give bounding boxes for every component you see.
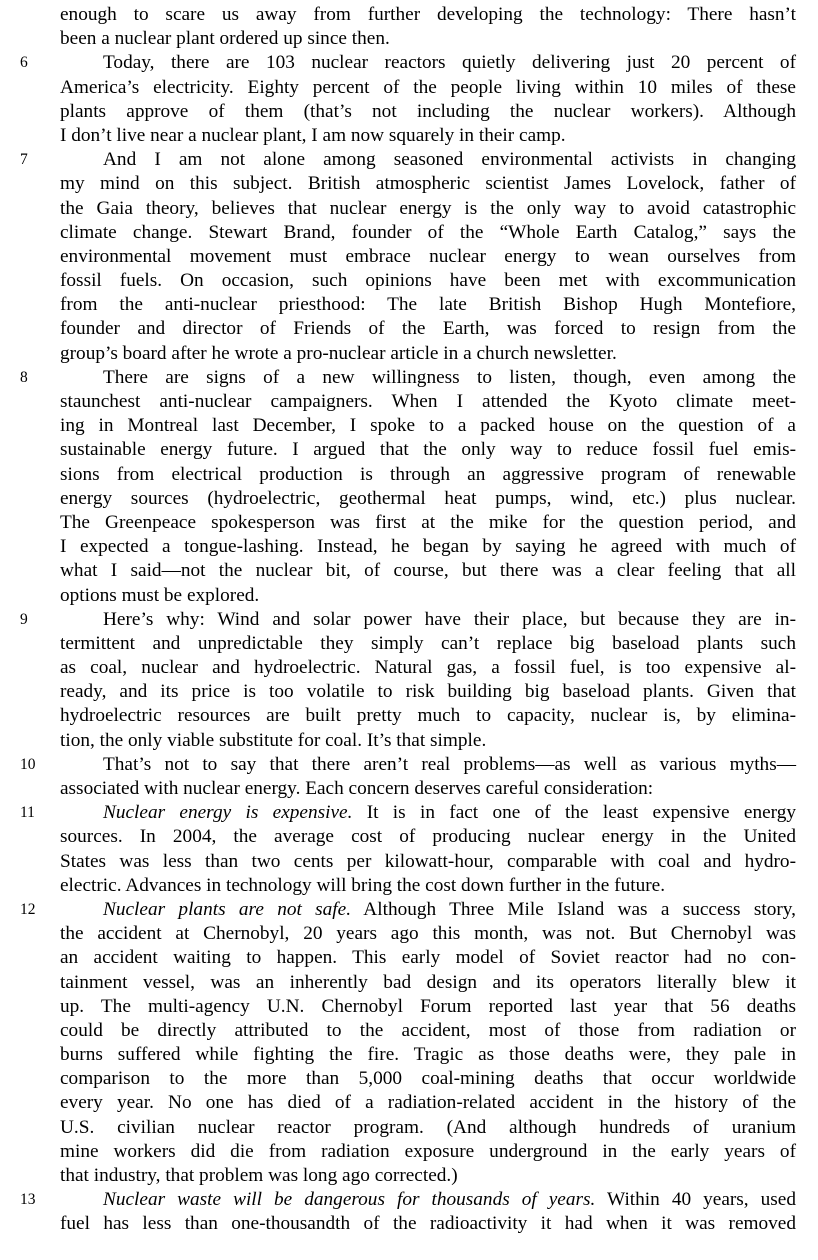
line-text: as coal, nuclear and hydroelectric. Natural gas, a fossil fuel, is too expensive al-: [60, 657, 796, 679]
text-line: [0, 172, 818, 196]
line-text: up. The multi-agency U.N. Chernobyl Forum reported last year that 56 deaths: [60, 995, 796, 1017]
text-line: [0, 100, 818, 124]
line-text: [103, 801, 796, 825]
text-line: [0, 632, 818, 656]
text-line: [0, 1188, 818, 1212]
paragraph-number: 13: [20, 1191, 36, 1209]
line-text: founder and director of Friends of the Earth, was forced to resign from the: [60, 318, 796, 340]
text-line: [0, 850, 818, 874]
line-text: from the anti-nuclear priesthood: The late British Bishop Hugh Montefiore,: [60, 294, 796, 316]
line-text: hydroelectric resources are built pretty much to capacity, nuclear is, by elimina-: [60, 705, 796, 727]
text-line: [0, 1067, 818, 1091]
italic-lead: Nuclear energy is expensive.: [103, 802, 353, 824]
text-line: [0, 390, 818, 414]
text-line: [0, 463, 818, 487]
line-text: an accident waiting to happen. This early model of Soviet reactor had no con-: [60, 947, 796, 969]
line-text: sustainable energy future. I argued that the only way to reduce fossil fuel emis-: [60, 439, 796, 461]
text-line: [0, 704, 818, 728]
italic-lead: Nuclear waste will be dangerous for thousands of years.: [103, 1189, 596, 1211]
text-line: [0, 1043, 818, 1067]
text-line: [0, 1164, 818, 1188]
line-text: termittent and unpredictable they simply can’t replace big baseload plants such: [60, 632, 796, 654]
line-text: burns suffered while fighting the fire. Tragic as those deaths were, they pale in: [60, 1044, 796, 1066]
line-text: enough to scare us away from further developing the technology: There hasn’t: [60, 4, 796, 25]
text-line: [0, 922, 818, 946]
line-text: the accident at Chernobyl, 20 years ago this month, was not. But Chernobyl was: [60, 923, 796, 945]
paragraph-number: 10: [20, 755, 36, 773]
text-line: [0, 559, 818, 583]
text-line: [0, 438, 818, 462]
line-text: sions from electrical production is through an aggressive program of renewable: [60, 463, 796, 485]
document-page: [0, 3, 818, 1237]
text-line: [0, 269, 818, 293]
paragraph-number: 9: [20, 610, 28, 628]
text-line: [0, 729, 818, 753]
text-line: [0, 801, 818, 825]
line-text: tainment vessel, was an inherently bad design and its operators literally blew it: [60, 971, 796, 993]
line-text: sources. In 2004, the average cost of producing nuclear energy in the United: [60, 826, 796, 848]
paragraph-number: 7: [20, 151, 28, 169]
line-text: that industry, that problem was long ago corrected.): [60, 1165, 458, 1186]
line-text: climate change. Stewart Brand, founder of the “Whole Earth Catalog,” says the: [60, 221, 796, 243]
line-text: electric. Advances in technology will bring the cost down further in the future.: [60, 874, 666, 896]
text-line: [0, 317, 818, 341]
line-text: America’s electricity. Eighty percent of the people living within 10 miles of these: [60, 76, 796, 98]
italic-lead: Nuclear plants are not safe.: [103, 898, 352, 920]
line-text: fossil fuels. On occasion, such opinions have been met with excommunication: [60, 270, 796, 292]
text-line: [0, 1140, 818, 1164]
text-line: [0, 874, 818, 898]
line-text: Today, there are 103 nuclear reactors quietly delivering just 20 percent of: [103, 52, 796, 74]
text-line: [0, 825, 818, 849]
line-text: options must be explored.: [60, 584, 260, 606]
line-text: comparison to the more than 5,000 coal-mining deaths that occur worldwide: [60, 1068, 796, 1090]
line-text: tion, the only viable substitute for coal. It’s that simple.: [60, 729, 487, 751]
text-line: [0, 76, 818, 100]
line-text: could be directly attributed to the accident, most of those from radiation or: [60, 1019, 796, 1041]
line-text: associated with nuclear energy. Each concern deserves careful consideration:: [60, 778, 654, 799]
paragraph-number: 6: [20, 54, 28, 72]
text-line: [0, 1091, 818, 1115]
line-text: And I am not alone among seasoned environmental activists in changing: [103, 149, 796, 171]
text-line: [0, 898, 818, 922]
text-line: [0, 777, 818, 801]
line-text: There are signs of a new willingness to listen, though, even among the: [103, 366, 796, 388]
text-line: [0, 680, 818, 704]
line-text: been a nuclear plant ordered up since then.: [60, 28, 390, 50]
text-line: [0, 366, 818, 390]
text-line: [0, 1212, 818, 1236]
text-line: [0, 245, 818, 269]
line-text: energy sources (hydroelectric, geothermal heat pumps, wind, etc.) plus nuclear.: [60, 487, 796, 509]
line-text: what I said—not the nuclear bit, of course, but there was a clear feeling that all: [60, 560, 796, 582]
line-text: [103, 898, 796, 922]
text-line: [0, 414, 818, 438]
line-text: ready, and its price is too volatile to risk building big baseload plants. Given that: [60, 681, 796, 703]
text-line: [0, 124, 818, 148]
text-line: [0, 946, 818, 970]
text-line: [0, 656, 818, 680]
text-line: [0, 293, 818, 317]
line-text: That’s not to say that there aren’t real problems—as well as various myths—: [103, 753, 796, 775]
line-rest: It is in fact one of the least expensive energy: [352, 802, 797, 824]
line-text: fuel has less than one-thousandth of the radioactivity it had when it was removed: [60, 1213, 796, 1235]
paragraph-number: 8: [20, 368, 28, 386]
text-line: [0, 995, 818, 1019]
text-line: [0, 971, 818, 995]
text-line: [0, 1019, 818, 1043]
paragraph-number: 11: [20, 804, 35, 822]
text-line: [0, 197, 818, 221]
line-text: I don’t live near a nuclear plant, I am now squarely in their camp.: [60, 124, 566, 146]
text-line: [0, 27, 818, 51]
line-text: The Greenpeace spokesperson was first at the mike for the question period, and: [60, 511, 796, 533]
line-rest: Within 40 years, used: [595, 1189, 796, 1211]
text-line: [0, 487, 818, 511]
text-line: [0, 511, 818, 535]
text-line: [0, 608, 818, 632]
text-line: [0, 221, 818, 245]
line-text: ing in Montreal last December, I spoke to a packed house on the question of a: [60, 415, 796, 437]
line-text: U.S. civilian nuclear reactor program. (And although hundreds of uranium: [60, 1116, 796, 1138]
line-text: Here’s why: Wind and solar power have their place, but because they are in-: [103, 608, 796, 630]
line-text: every year. No one has died of a radiation-related accident in the history of the: [60, 1092, 796, 1114]
line-text: States was less than two cents per kilowatt-hour, comparable with coal and hydro-: [60, 850, 796, 872]
text-line: [0, 342, 818, 366]
paragraph-number: 12: [20, 900, 36, 918]
line-text: staunchest anti-nuclear campaigners. When I attended the Kyoto climate meet-: [60, 391, 796, 412]
text-line: [0, 148, 818, 172]
text-line: [0, 3, 818, 27]
text-line: [0, 1116, 818, 1140]
text-line: [0, 584, 818, 608]
line-text: plants approve of them (that’s not including the nuclear workers). Although: [60, 100, 796, 122]
line-text: I expected a tongue-lashing. Instead, he began by saying he agreed with much of: [60, 536, 796, 558]
line-text: [103, 1188, 796, 1212]
line-text: the Gaia theory, believes that nuclear energy is the only way to avoid catastrophic: [60, 197, 796, 219]
line-text: environmental movement must embrace nuclear energy to wean ourselves from: [60, 245, 796, 267]
text-line: [0, 753, 818, 777]
line-text: my mind on this subject. British atmospheric scientist James Lovelock, father of: [60, 173, 796, 195]
text-line: [0, 535, 818, 559]
line-rest: Although Three Mile Island was a success story,: [351, 898, 797, 920]
line-text: group’s board after he wrote a pro-nuclear article in a church newsletter.: [60, 342, 617, 364]
line-text: mine workers did die from radiation exposure underground in the early years of: [60, 1140, 796, 1162]
text-line: [0, 51, 818, 75]
